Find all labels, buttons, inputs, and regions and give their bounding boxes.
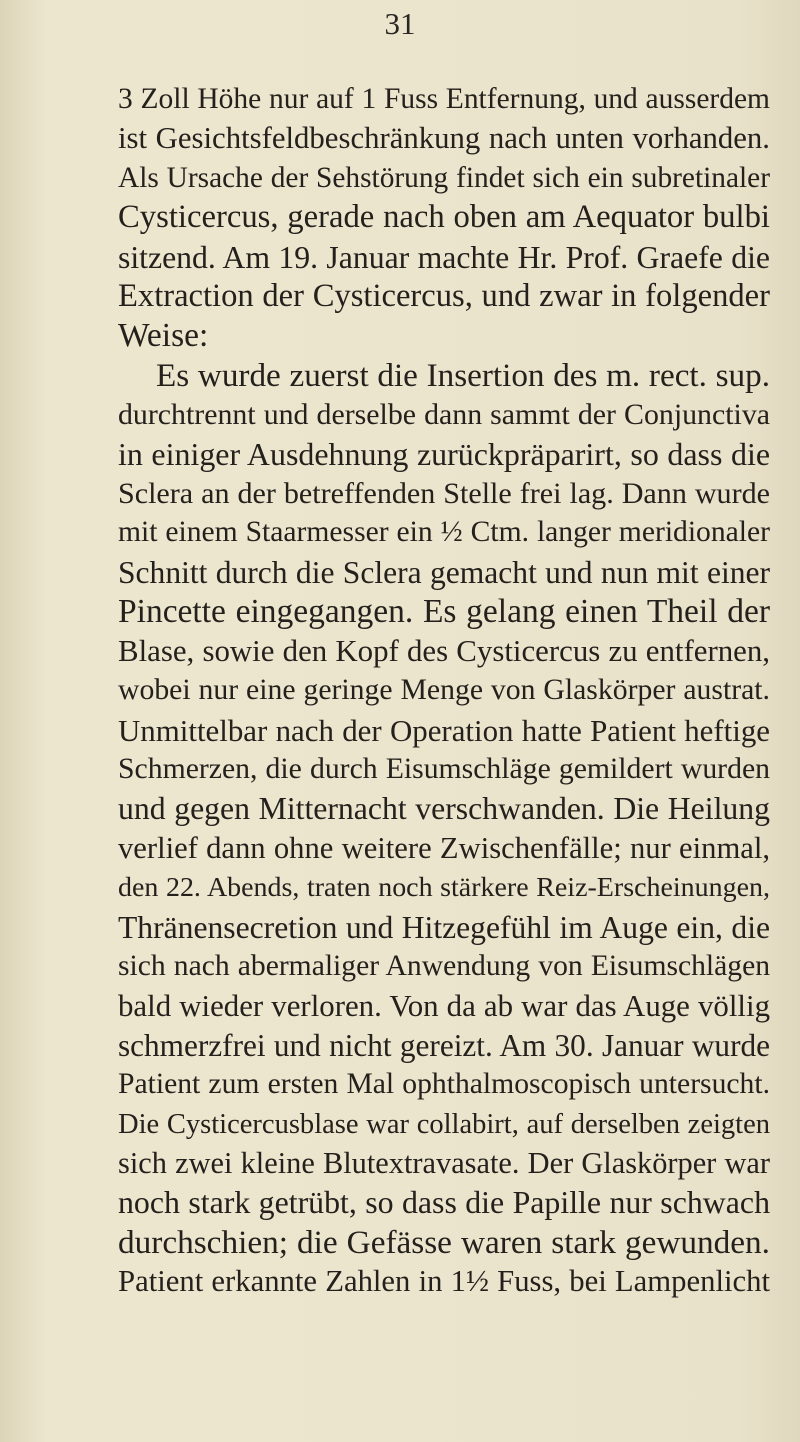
text-line: in einiger Ausdehnung zurückpräparirt, so dass die — [118, 436, 770, 472]
text-line: Weise: — [118, 317, 209, 355]
text-line: Patient erkannte Zahlen in 1½ Fuss, bei Lampenlicht — [118, 1264, 770, 1299]
text-line: und gegen Mitternacht verschwanden. Die Heilung — [118, 791, 770, 827]
text-line: schmerzfrei und nicht gereizt. Am 30. Januar wurde — [118, 1027, 770, 1063]
text-line: Thränensecretion und Hitzegefühl im Auge ein, die — [118, 909, 770, 945]
text-line: Patient zum ersten Mal ophthalmoscopisch untersucht. — [118, 1068, 770, 1101]
text-line: Die Cysticercusblase war collabirt, auf derselben zeigten — [118, 1108, 770, 1140]
text-line: durchschien; die Gefässe waren stark gewunden. — [118, 1223, 770, 1261]
text-line: durchtrennt und derselbe dann sammt der Conjunctiva — [118, 398, 770, 432]
text-line: Pincette eingegangen. Es gelang einen Theil der — [118, 593, 770, 631]
text-line: Unmittelbar nach der Operation hatte Patient heftige — [118, 712, 770, 748]
text-line: ist Gesichtsfeldbeschränkung nach unten vorhanden. — [118, 121, 770, 156]
text-line: wobei nur eine geringe Menge von Glaskörper austrat. — [118, 674, 770, 707]
text-line: sich nach abermaliger Anwendung von Eisumschlägen — [118, 949, 770, 982]
page-number: 31 — [384, 6, 416, 41]
body-text — [118, 80, 770, 1302]
text-line: noch stark getrübt, so dass die Papille nur schwach — [118, 1185, 770, 1221]
text-line: verlief dann ohne weitere Zwischenfälle; nur einmal, — [118, 830, 770, 865]
text-line: 3 Zoll Höhe nur auf 1 Fuss Entfernung, und ausserdem — [118, 83, 770, 115]
text-line: Es wurde zuerst die Insertion des m. rect. sup. — [156, 356, 770, 394]
text-line: Extraction der Cysticercus, und zwar in folgender — [118, 278, 770, 315]
text-line: Als Ursache der Sehstörung findet sich ein subretinaler — [118, 161, 770, 194]
text-line: Blase, sowie den Kopf des Cysticercus zu entfernen, — [118, 633, 770, 668]
text-line: Schmerzen, die durch Eisumschläge gemildert wurden — [118, 752, 770, 785]
text-line: den 22. Abends, traten noch stärkere Reiz-Erscheinungen, — [118, 872, 770, 904]
text-line: sitzend. Am 19. Januar machte Hr. Prof. Graefe die — [118, 239, 770, 275]
text-line: mit einem Staarmesser ein ½ Ctm. langer meridionaler — [118, 516, 770, 549]
text-line: Schnitt durch die Sclera gemacht und nun mit einer — [118, 554, 770, 590]
text-line: Sclera an der betreffenden Stelle frei lag. Dann wurde — [118, 476, 770, 511]
text-line: Cysticercus, gerade nach oben am Aequator bulbi — [118, 199, 770, 236]
text-line: sich zwei kleine Blutextravasate. Der Glaskörper war — [118, 1145, 770, 1180]
text-line: bald wieder verloren. Von da ab war das Auge völlig — [118, 988, 770, 1024]
